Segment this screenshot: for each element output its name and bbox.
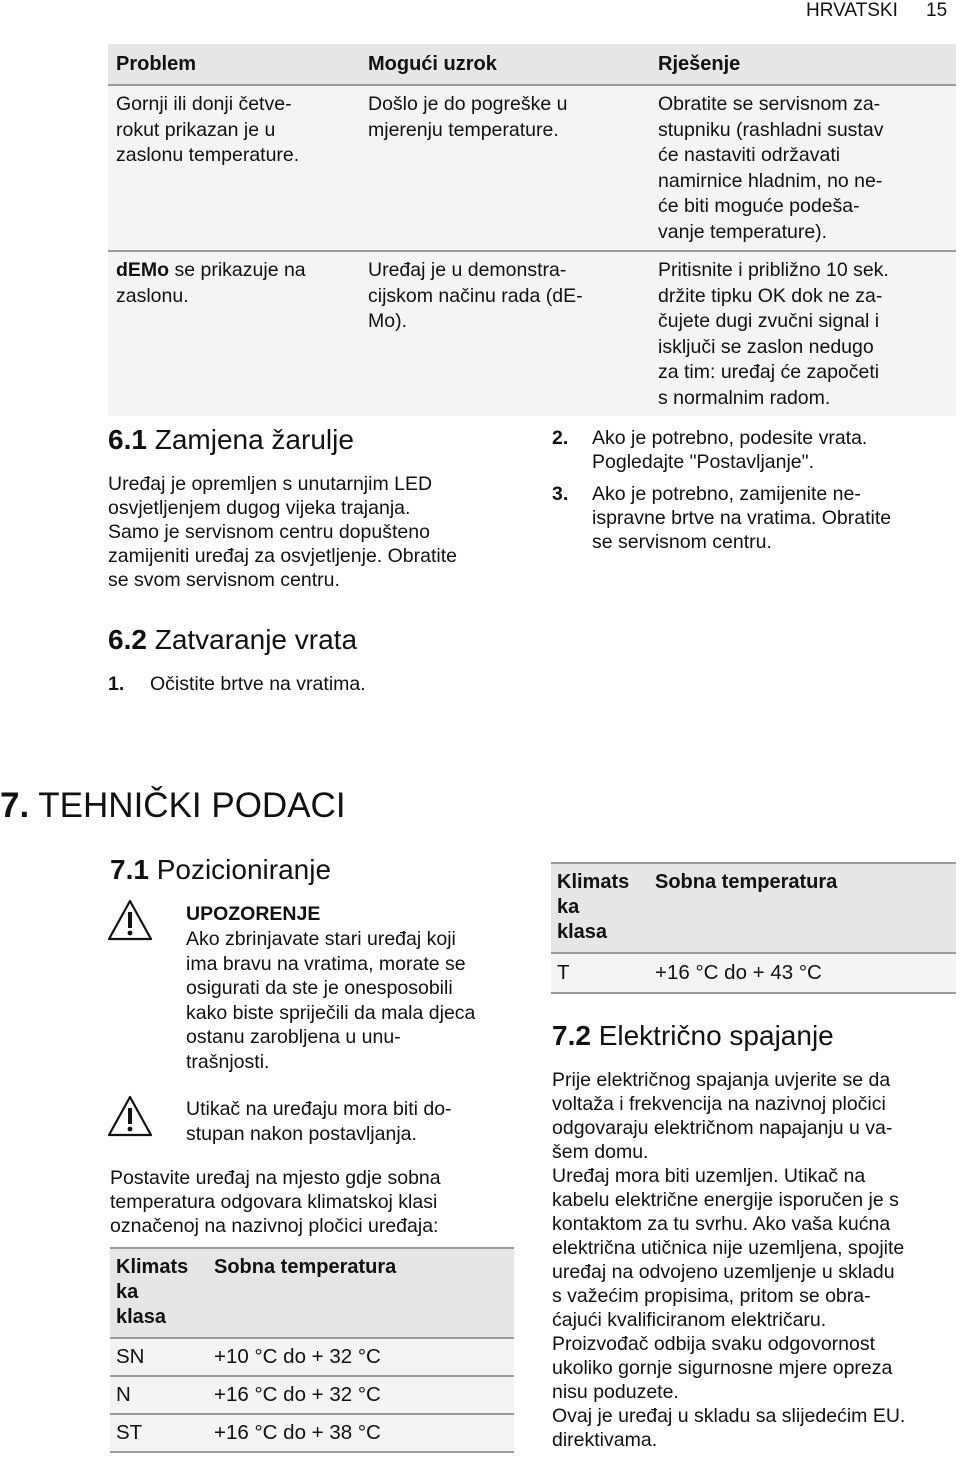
electrical-connection-text: Prije električnog spajanja uvjerite se da voltaža i frekvencija na nazivnoj pločici odgovaraju električnom napajanju u va- šem domu. Uređaj mora biti uzemljen. Utikač na kabelu električne energije isporučen je s kontaktom za tu svrhu. Ako vaša kućna električna utičnica nije uzemljena, spojite uređaj na odvojeno uzemljenje u skladu s važećim propisima, pritom se obra- ćajući kvalificiranom električaru. Proizvođač odbija svaku odgovornost ukoliko gornje sigurnosne mjere opreza nisu poduzete. Ovaj je uređaj u skladu sa slijedećim EU. direktivama.: [552, 1069, 906, 1451]
note-text: Utikač na uređaju mora biti do- stupan nakon postavljanja.: [186, 1098, 452, 1145]
table-row: ST +16 °C do + 38 °C: [110, 1415, 514, 1453]
warning-icon: [106, 898, 154, 942]
climate-class-table: [551, 862, 956, 994]
page-number: 15: [926, 0, 948, 21]
table-row: T +16 °C do + 43 °C: [551, 954, 956, 994]
warning-text: Ako zbrinjavate stari uređaj koji ima bravu na vratima, morate se osigurati da ste je onesposobili kako biste spriječili da mala djeca ostanu zarobljena u unu- trašnjosti.: [186, 928, 476, 1073]
col-header-temperature: Sobna temperatura: [655, 871, 838, 893]
col-header-cause: Mogući uzrok: [368, 53, 497, 75]
climate-class-table: [110, 1247, 514, 1453]
col-header-temperature: Sobna temperatura: [214, 1256, 397, 1278]
section-heading-7-1: 7.1 Pozicioniranje: [110, 854, 332, 885]
col-header-solution: Rješenje: [658, 53, 741, 75]
step-item: 3. Ako je potrebno, zamijenite ne- ispravne brtve na vratima. Obratite se servisnom centru.: [552, 483, 892, 553]
table-header-row: [108, 44, 956, 86]
positioning-intro: Postavite uređaj na mjesto gdje sobna temperatura odgovara klimatskoj klasi označenoj na nazivnoj pločici uređaja:: [110, 1167, 441, 1237]
section-heading-6-2: 6.2 Zatvaranje vrata: [108, 624, 358, 655]
cause-cell: Došlo je do pogreške u mjerenju temperature.: [368, 93, 568, 141]
warning-title: UPOZORENJE: [186, 903, 321, 925]
col-header-class: Klimats ka klasa: [557, 871, 630, 943]
col-header-class: Klimats ka klasa: [116, 1256, 189, 1328]
troubleshooting-table: [108, 44, 956, 416]
demo-code: dEMo: [116, 259, 170, 281]
warning-icon: [106, 1094, 154, 1138]
problem-text: se prikazuje na zaslonu.: [116, 259, 306, 307]
section-heading-7-2: 7.2 Električno spajanje: [552, 1020, 834, 1051]
step-item: 1. Očistite brtve na vratima.: [108, 673, 366, 695]
table-header-row: [551, 862, 956, 954]
header-language: HRVATSKI: [806, 0, 898, 21]
table-header-row: [110, 1247, 514, 1339]
table-row: N +16 °C do + 32 °C: [110, 1377, 514, 1415]
section-6-1-text: Uređaj je opremljen s unutarnjim LED osvjetljenjem dugog vijeka trajanja. Samo je servisnom centru dopušteno zamijeniti uređaj za osvjetljenje. Obratite se svom servisnom centru.: [108, 473, 458, 591]
table-row: [108, 86, 956, 250]
table-row: [108, 250, 956, 416]
table-row: SN +10 °C do + 32 °C: [110, 1339, 514, 1377]
cause-cell: Uređaj je u demonstra- cijskom načinu rada (dE- Mo).: [368, 259, 583, 332]
problem-cell: [116, 258, 356, 309]
col-header-problem: Problem: [116, 53, 197, 75]
section-heading-6-1: 6.1 Zamjena žarulje: [108, 424, 354, 455]
problem-cell: Gornji ili donji četve- rokut prikazan je u zaslonu temperature.: [116, 93, 300, 166]
solution-cell: Pritisnite i približno 10 sek. držite tipku OK dok ne za- čujete dugi zvučni signal i isključi se zaslon nedugo za tim: uređaj će započeti s normalnim radom.: [658, 259, 889, 409]
chapter-heading: 7. TEHNIČKI PODACI: [0, 786, 346, 825]
solution-cell: Obratite se servisnom za- stupniku (rashladni sustav će nastaviti održavati namirnice hladnim, no ne- će biti moguće podeša- vanje temperature).: [658, 93, 884, 243]
step-item: 2. Ako je potrebno, podesite vrata. Pogledajte "Postavljanje".: [552, 427, 868, 473]
